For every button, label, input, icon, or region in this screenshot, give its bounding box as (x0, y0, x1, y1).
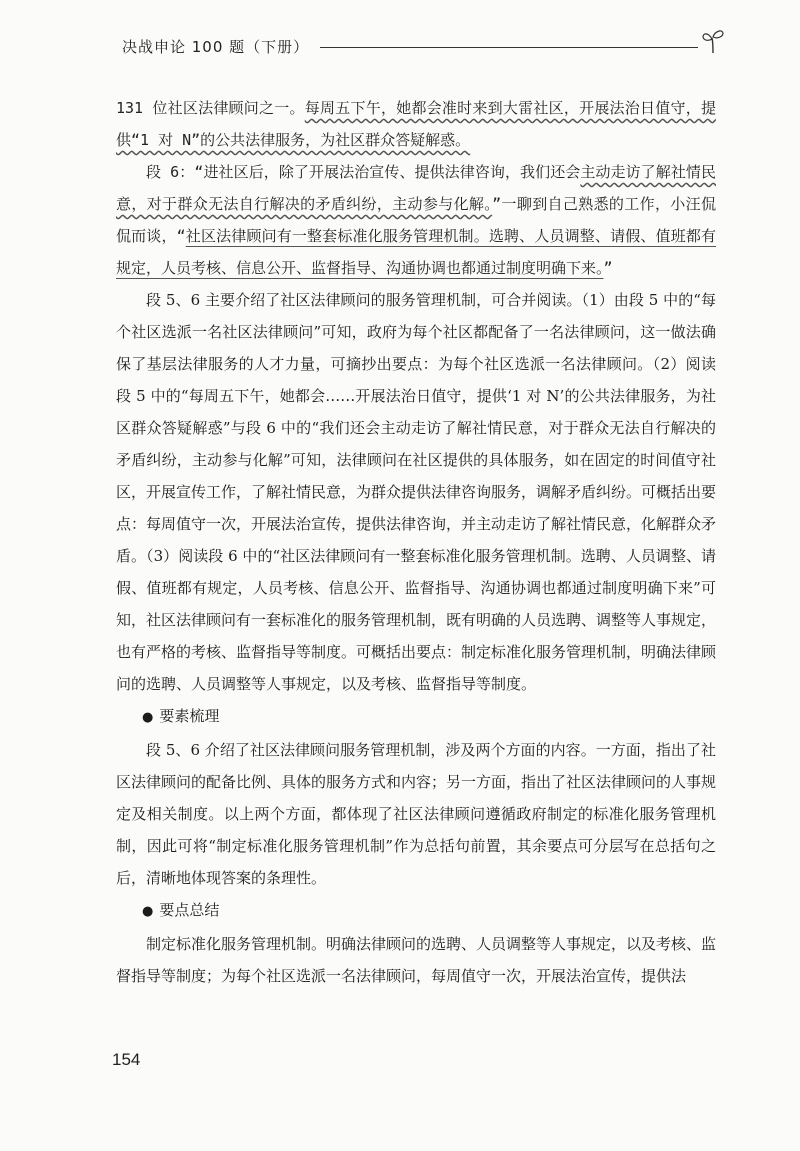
bullet-icon: ● (142, 904, 154, 919)
running-header (122, 28, 722, 58)
quote-text: ”一聊到自己熟悉的工作，小汪侃侃而谈，“ (116, 195, 716, 245)
section-body: 段 5、6 介绍了社区法律顾问服务管理机制，涉及两个方面的内容。一方面，指出了社区法律顾问的配备比例、具体的服务方式和内容；另一方面，指出了社区法律顾问的人事规定及相关制度。以上两个方面，都体现了社区法律顾问遵循政府制定的标准化服务管理机制，因此可将“制定标准化服务管理机制”作为总括句前置，其余要点可分层写在总括句之后，清晰地体现答案的条理性。 (116, 741, 717, 887)
section-heading: ● 要点总结 (142, 894, 716, 928)
section-body: 制定标准化服务管理机制。明确法律顾问的选聘、人员调整等人事规定，以及考核、监督指导等制度；为每个社区选派一名法律顾问，每周值守一次，开展法治宣传，提供法 (116, 935, 717, 985)
header-rule (320, 47, 698, 48)
section-summary (116, 894, 716, 992)
quote-paragraph-6 (116, 156, 716, 284)
book-title: 决战申论 100 题（下册） (122, 38, 310, 56)
highlighted-quote: 每周五下午，她都会准时来到大雷社区，开展法治日值守，提供“1 对 N”的公共法律服务，为社区群众答疑解惑。 (116, 99, 716, 149)
section-heading: ● 要素梳理 (142, 700, 716, 734)
analysis-paragraph: 段 5、6 主要介绍了社区法律顾问的服务管理机制，可合并阅读。（1）由段 5 中的“每个社区选派一名社区法律顾问”可知，政府为每个社区都配备了一名法律顾问，这一做法确保了基层法律服务的人才力量，可摘抄出要点：为每个社区选派一名法律顾问。（2）阅读段 5 中的“每周五下午，她都会……开展法治日值守，提供‘1 对 N’的公共法律服务，为社区群众答疑解惑”与段 6 中的“我们还会主动走访了解社情民意，对于群众无法自行解决的矛盾纠纷，主动参与化解”可知，法律顾问在社区提供的具体服务，如在固定的时间值守社区，开展宣传工作，了解社情民意，为群众提供法律咨询服务，调解矛盾纠纷。可概括出要点：每周值守一次，开展法治宣传，提供法律咨询，并主动走访了解社情民意，化解群众矛盾。（3）阅读段 6 中的“社区法律顾问有一整套标准化服务管理机制。选聘、人员调整、请假、值班都有规定，人员考核、信息公开、监督指导、沟通协调也都通过制度明确下来”可知，社区法律顾问有一套标准化的服务管理机制，既有明确的人员选聘、调整等人事规定，也有严格的考核、监督指导等制度。可概括出要点：制定标准化服务管理机制，明确法律顾问的选聘、人员调整等人事规定，以及考核、监督指导等制度。 (116, 291, 717, 693)
quote-text: 段 6：“进社区后，除了开展法治宣传、提供法律咨询，我们还会 (146, 163, 581, 181)
highlighted-quote: 主动走访了解社情民意，对于群众无法自行解决的矛盾纠纷，主动参与化解。 (116, 163, 716, 213)
quote-text: 131 位社区法律顾问之一。 (116, 99, 305, 117)
quote-paragraph-5-tail (116, 92, 716, 156)
page-number: 154 (112, 1050, 141, 1069)
underlined-quote: 社区法律顾问有一整套标准化服务管理机制。选聘、人员调整、请假、值班都有规定，人员考核、信息公开、监督指导、沟通协调也都通过制度明确下来。 (116, 227, 717, 277)
bullet-icon: ● (142, 710, 154, 725)
page-content (116, 92, 716, 992)
section-elements (116, 700, 716, 894)
quote-text: ” (603, 259, 613, 277)
sprout-icon (700, 28, 726, 54)
